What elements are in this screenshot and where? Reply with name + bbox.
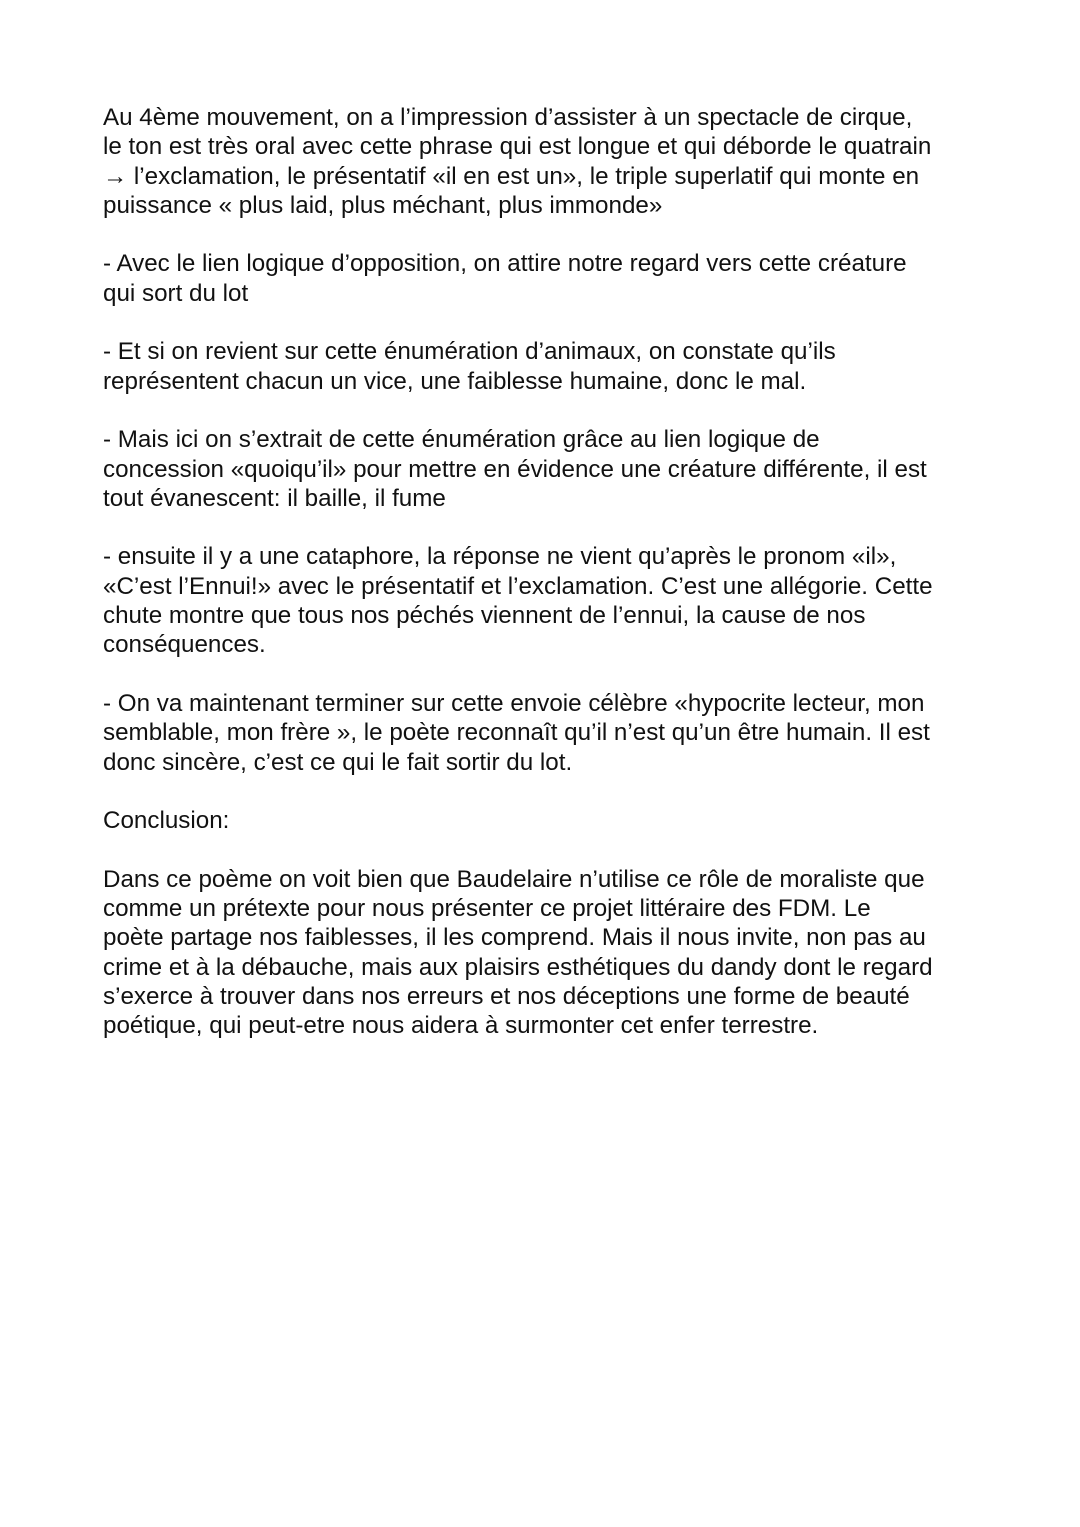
conclusion-heading [103,806,988,835]
text-line: représentent chacun un vice, une faiblesse humaine, donc le mal. [103,367,807,395]
text-line: «C’est l’Ennui!» avec le présentatif et l’exclamation. C’est une allégorie. Cette [103,572,933,600]
text-line: Conclusion: [103,807,230,835]
paragraph-opposition [103,249,988,308]
text-line: - Et si on revient sur cette énumération d’animaux, on constate qu’ils [103,338,836,366]
text-line: donc sincère, c’est ce qui le fait sortir du lot. [103,748,573,776]
text-line: s’exerce à trouver dans nos erreurs et nos déceptions une forme de beauté [103,982,910,1010]
paragraph-enumeration [103,337,988,396]
text-line: comme un prétexte pour nous présenter ce projet littéraire des FDM. Le [103,895,871,923]
paragraph-intro [103,103,988,220]
text-line: → l’exclamation, le présentatif «il en est un», le triple superlatif qui monte en [103,162,920,190]
text-line: - ensuite il y a une cataphore, la réponse ne vient qu’après le pronom «il», [103,543,897,571]
paragraph-concession [103,425,988,513]
paragraph-cataphore [103,542,988,659]
text-line: - On va maintenant terminer sur cette envoie célèbre «hypocrite lecteur, mon [103,689,925,717]
text-line: poète partage nos faiblesses, il les comprend. Mais il nous invite, non pas au [103,924,926,952]
text-line: semblable, mon frère », le poète reconnaît qu’il n’est qu’un être humain. Il est [103,719,930,747]
text-line: le ton est très oral avec cette phrase qui est longue et qui déborde le quatrain [103,133,932,161]
text-line: concession «quoiqu’il» pour mettre en évidence une créature différente, il est [103,455,927,483]
document-body [103,103,988,1070]
text-line: poétique, qui peut-etre nous aidera à surmonter cet enfer terrestre. [103,1012,819,1040]
text-line: conséquences. [103,631,266,659]
text-line: qui sort du lot [103,279,249,307]
paragraph-envoi [103,689,988,777]
text-line: tout évanescent: il baille, il fume [103,484,446,512]
paragraph-conclusion [103,865,988,1041]
text-line: crime et à la débauche, mais aux plaisirs esthétiques du dandy dont le regard [103,953,933,981]
text-line: chute montre que tous nos péchés viennent de l’ennui, la cause de nos [103,602,866,630]
text-line: - Avec le lien logique d’opposition, on attire notre regard vers cette créature [103,250,907,278]
text-line: Au 4ème mouvement, on a l’impression d’assister à un spectacle de cirque, [103,104,913,131]
text-line: puissance « plus laid, plus méchant, plus immonde» [103,191,663,219]
text-line: Dans ce poème on voit bien que Baudelaire n’utilise ce rôle de moraliste que [103,865,925,893]
text-line: - Mais ici on s’extrait de cette énumération grâce au lien logique de [103,426,820,454]
